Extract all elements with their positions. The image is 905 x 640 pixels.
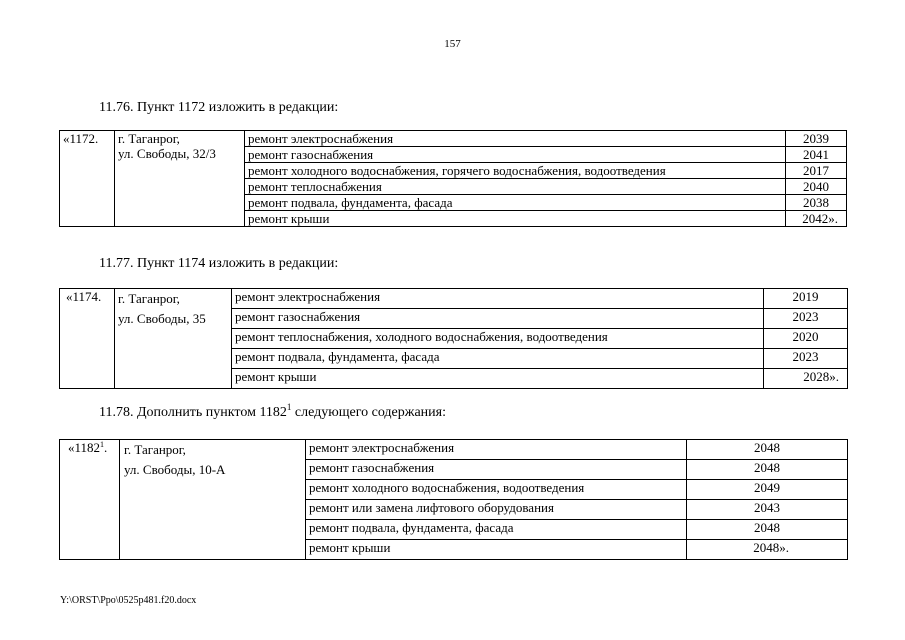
- work-year: 2040: [786, 179, 847, 195]
- address-city: г. Таганрог,: [118, 291, 180, 306]
- item-number-superscript: 1: [100, 440, 105, 449]
- work-year: 2023: [764, 349, 848, 369]
- document-path-footer: Y:\ORST\Ppo\0525p481.f20.docx: [60, 595, 197, 606]
- item-address: [115, 131, 245, 227]
- work-year: 2017: [786, 163, 847, 179]
- work-type: ремонт теплоснабжения, холодного водоснабжения, водоотведения: [232, 329, 764, 349]
- work-year: 2043: [687, 500, 848, 520]
- work-year: 2028».: [764, 369, 848, 389]
- work-year: 2048: [687, 460, 848, 480]
- work-year: 2039: [786, 131, 847, 147]
- work-year: 2049: [687, 480, 848, 500]
- item-address: [120, 440, 306, 560]
- table-item-1174: [59, 288, 848, 389]
- work-type: ремонт электроснабжения: [306, 440, 687, 460]
- page-number: 157: [444, 38, 461, 50]
- work-type: ремонт крыши: [232, 369, 764, 389]
- item-number-text: «1182: [68, 440, 101, 455]
- heading-superscript: 1: [286, 402, 292, 412]
- item-number: [60, 440, 120, 560]
- item-address: [115, 289, 232, 389]
- table-item-1182-1: [59, 439, 848, 560]
- work-type: ремонт крыши: [245, 211, 786, 227]
- work-year: 2041: [786, 147, 847, 163]
- work-year: 2048».: [687, 540, 848, 560]
- work-type: ремонт электроснабжения: [232, 289, 764, 309]
- work-type: ремонт холодного водоснабжения, горячего водоснабжения, водоотведения: [245, 163, 786, 179]
- work-year: 2048: [687, 520, 848, 540]
- table-item-1172: [59, 130, 847, 227]
- item-number: «1172.: [60, 131, 115, 227]
- work-year: 2042».: [786, 211, 847, 227]
- item-number-period: .: [104, 440, 108, 455]
- table-row: [60, 289, 848, 309]
- section-heading-1177: 11.77. Пункт 1174 изложить в редакции:: [99, 256, 339, 271]
- work-year: 2023: [764, 309, 848, 329]
- work-type: ремонт холодного водоснабжения, водоотведения: [306, 480, 687, 500]
- address-street: ул. Свободы, 10-А: [124, 462, 226, 477]
- section-heading-1176: 11.76. Пункт 1172 изложить в редакции:: [99, 100, 339, 115]
- address-city: г. Таганрог,: [124, 442, 186, 457]
- work-type: ремонт или замена лифтового оборудования: [306, 500, 687, 520]
- work-type: ремонт газоснабжения: [306, 460, 687, 480]
- work-type: ремонт крыши: [306, 540, 687, 560]
- work-type: ремонт газоснабжения: [245, 147, 786, 163]
- work-type: ремонт теплоснабжения: [245, 179, 786, 195]
- heading-text-end: следующего содержания:: [291, 405, 446, 420]
- work-year: 2020: [764, 329, 848, 349]
- work-year: 2038: [786, 195, 847, 211]
- work-year: 2048: [687, 440, 848, 460]
- section-heading-1178: [99, 402, 446, 421]
- work-type: ремонт газоснабжения: [232, 309, 764, 329]
- address-city: г. Таганрог,: [118, 131, 180, 146]
- work-type: ремонт подвала, фундамента, фасада: [306, 520, 687, 540]
- item-number: «1174.: [60, 289, 115, 389]
- work-type: ремонт электроснабжения: [245, 131, 786, 147]
- work-year: 2019: [764, 289, 848, 309]
- heading-text: 11.78. Дополнить пунктом 1182: [99, 405, 287, 420]
- table-row: [60, 440, 848, 460]
- table-row: [60, 131, 847, 147]
- address-street: ул. Свободы, 32/3: [118, 146, 216, 161]
- work-type: ремонт подвала, фундамента, фасада: [245, 195, 786, 211]
- work-type: ремонт подвала, фундамента, фасада: [232, 349, 764, 369]
- address-street: ул. Свободы, 35: [118, 311, 206, 326]
